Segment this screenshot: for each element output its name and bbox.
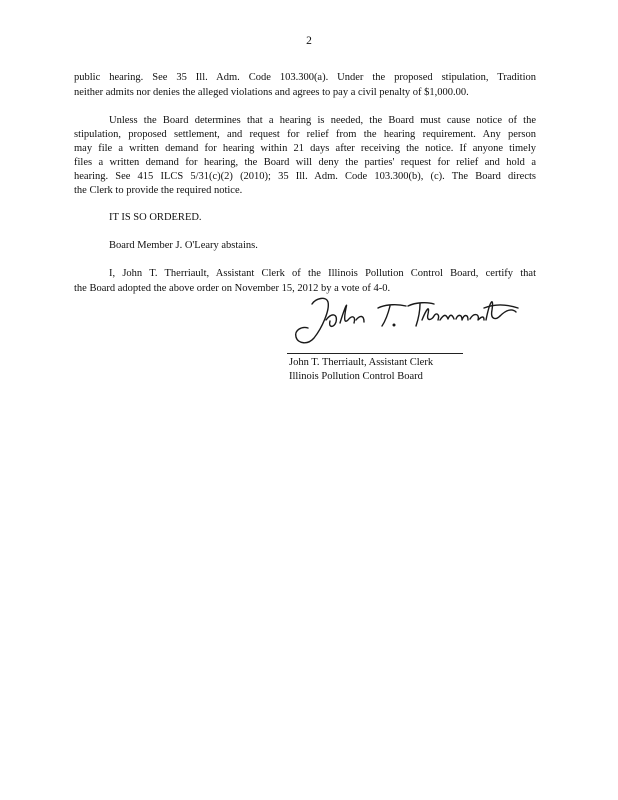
paragraph1-line1: public hearing. See 35 Ill. Adm. Code 103.300(a). Under the proposed stipulation, Tradition — [74, 72, 536, 83]
paragraph2-line5: hearing. See 415 ILCS 5/31(c)(2) (2010); 35 Ill. Adm. Code 103.300(b), (c). The Board directs — [74, 171, 536, 182]
order-statement: IT IS SO ORDERED. — [109, 212, 202, 223]
page-number: 2 — [306, 35, 312, 47]
paragraph2-line3: may file a written demand for hearing within 21 days after receiving the notice. If anyone timely — [74, 143, 536, 154]
signature-line — [287, 353, 463, 354]
signer-name-title: John T. Therriault, Assistant Clerk — [289, 357, 434, 368]
abstention-note: Board Member J. O'Leary abstains. — [109, 240, 258, 251]
paragraph1-line2: neither admits nor denies the alleged violations and agrees to pay a civil penalty of $1,000.00. — [74, 87, 469, 98]
paragraph2-line1: Unless the Board determines that a hearing is needed, the Board must cause notice of the — [109, 115, 536, 126]
certification-line2: the Board adopted the above order on November 15, 2012 by a vote of 4-0. — [74, 283, 391, 294]
handwritten-signature — [286, 290, 526, 352]
paragraph2-line2: stipulation, proposed settlement, and request for relief from the hearing requirement. Any person — [74, 129, 536, 140]
certification-line1: I, John T. Therriault, Assistant Clerk of the Illinois Pollution Control Board, certify that — [109, 268, 536, 279]
paragraph2-line6: the Clerk to provide the required notice. — [74, 185, 243, 196]
signer-organization: Illinois Pollution Control Board — [289, 371, 423, 382]
paragraph2-line4: files a written demand for hearing, the Board will deny the parties' request for relief and hold a — [74, 157, 536, 168]
